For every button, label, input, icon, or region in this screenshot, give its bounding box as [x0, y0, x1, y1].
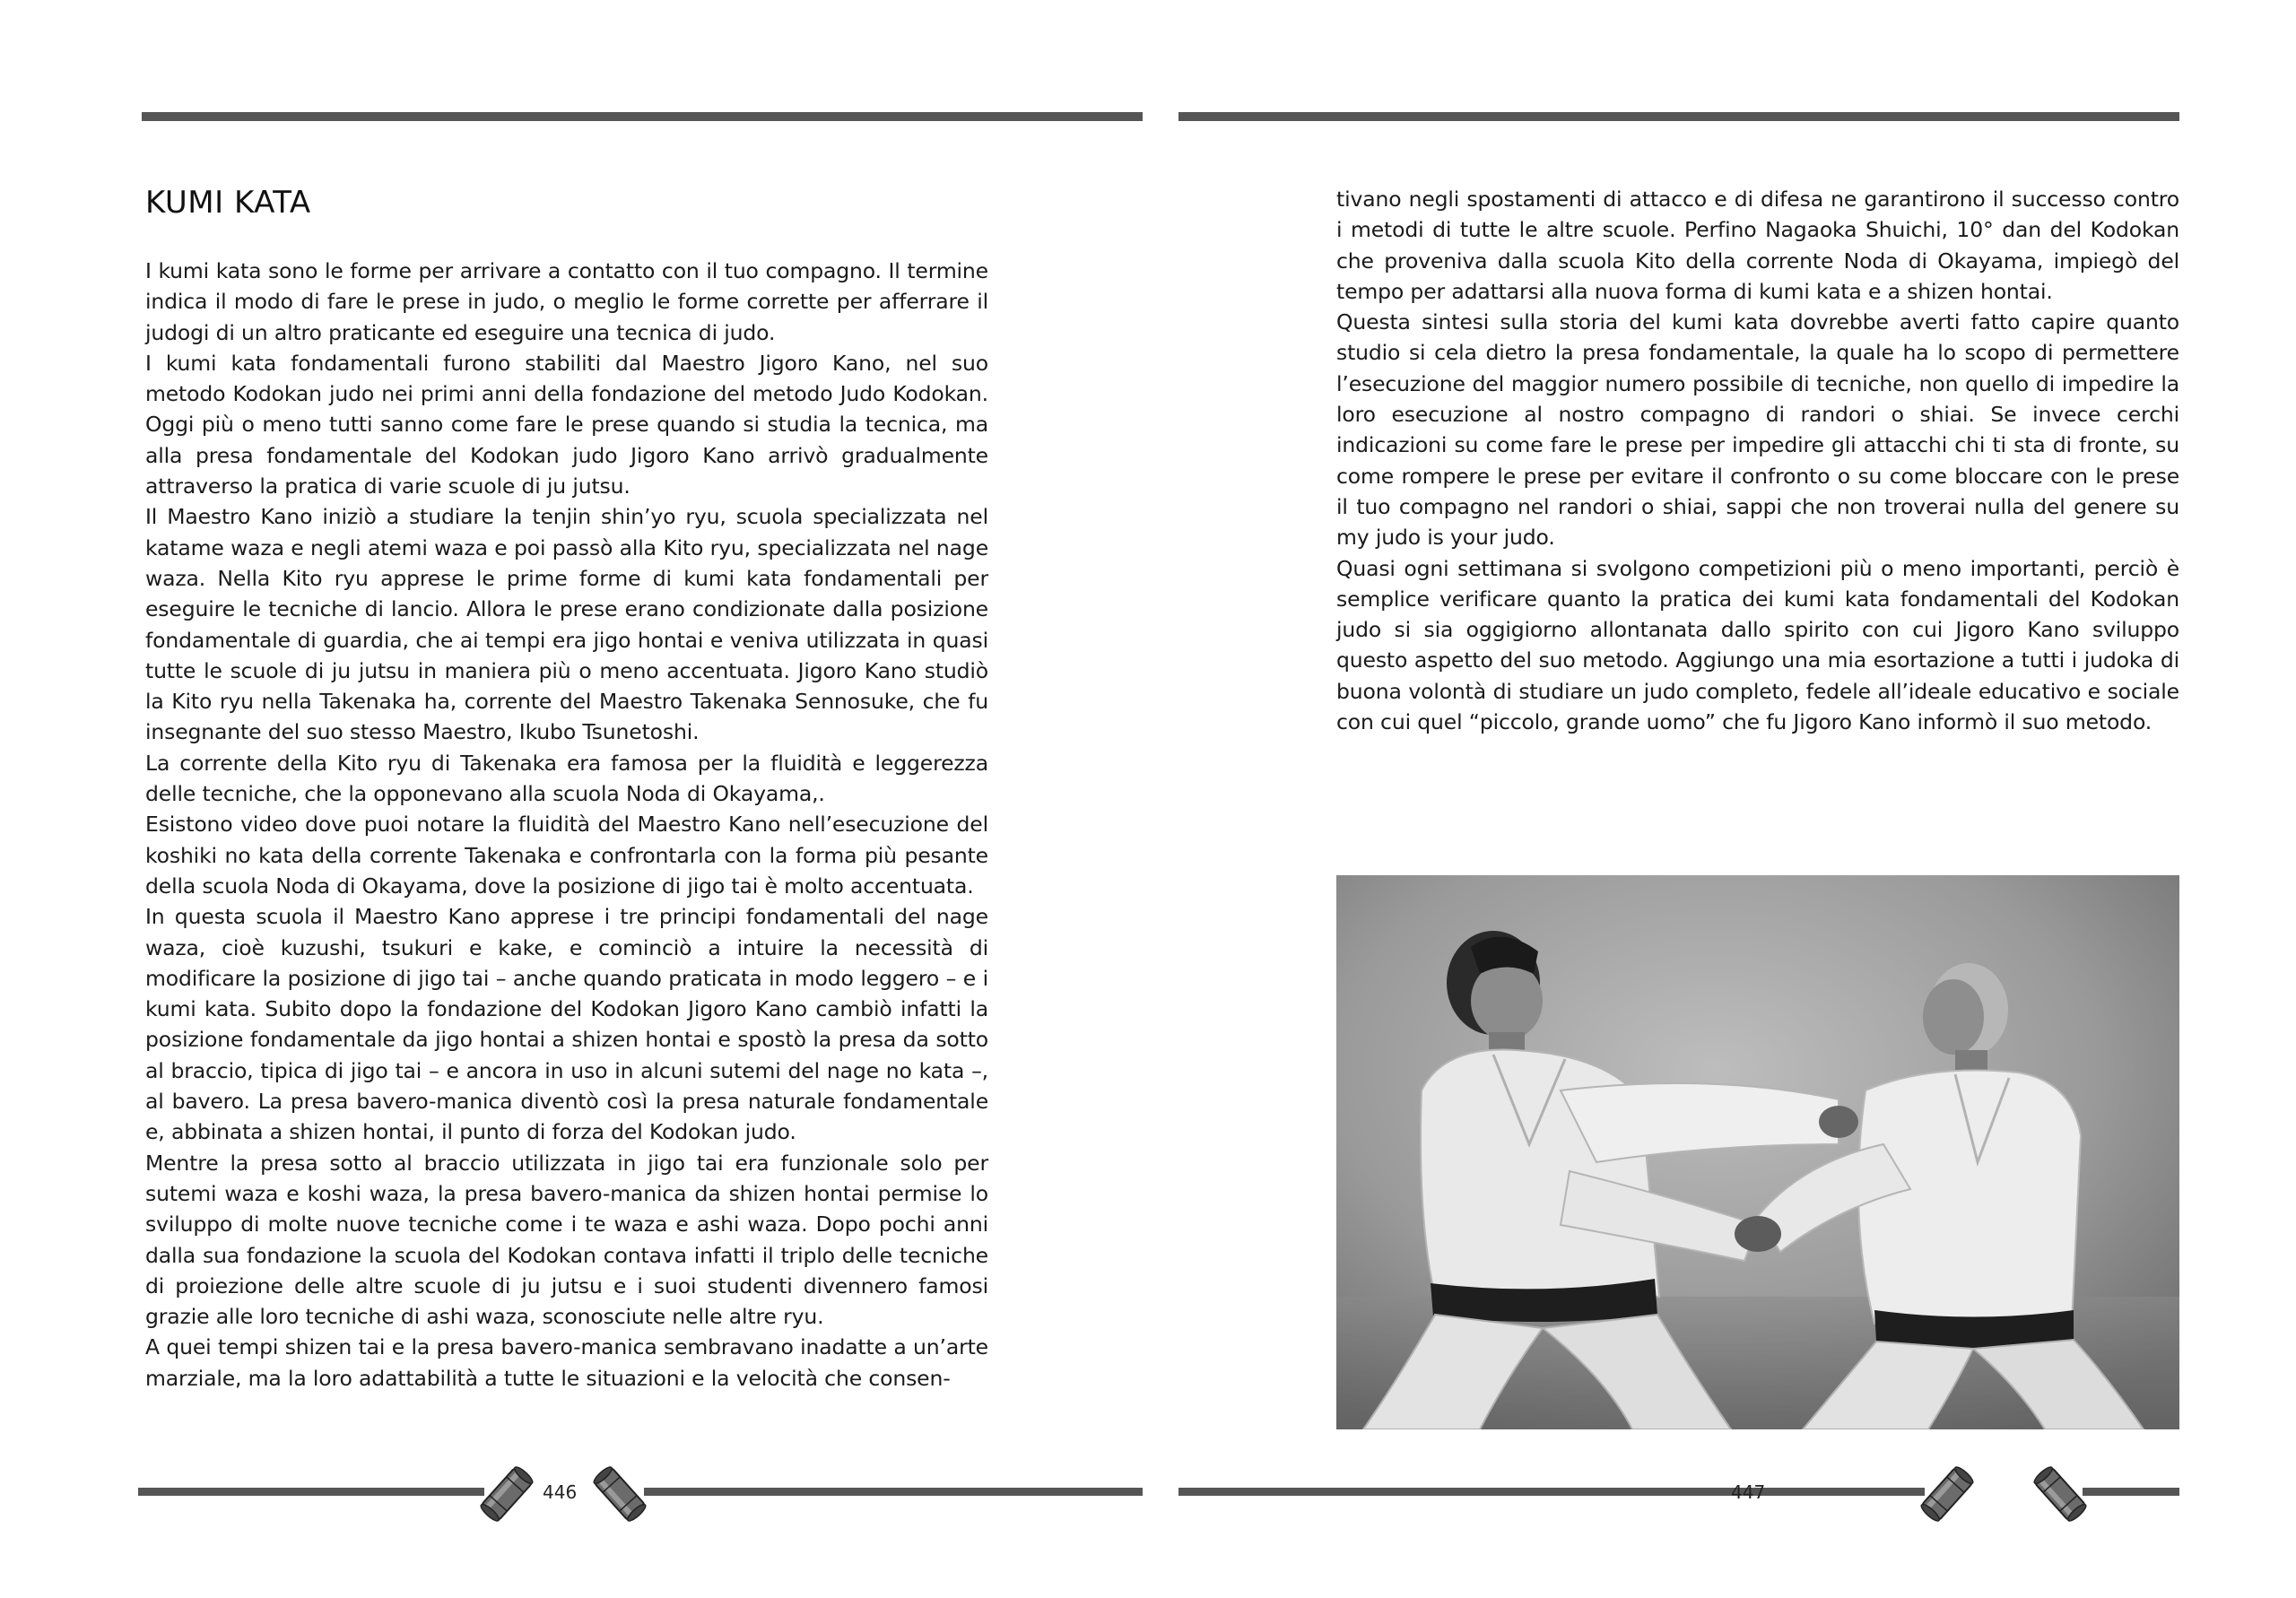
- rolled-scroll-icon: [475, 1463, 538, 1524]
- footer-rule: [138, 1488, 484, 1496]
- page-number: 447: [1731, 1481, 1766, 1503]
- judo-photo: [1336, 875, 2179, 1429]
- right-page: [1148, 0, 2296, 1598]
- paragraph: Questa sintesi sulla storia del kumi kata dovrebbe averti fatto capire quanto studio si cela dietro la presa fondamentale, la quale ha lo scopo di permettere l’esecuzione del maggior numero possibile di tecniche, non quello di impedire la loro esecuzione al nostro compagno di randori o shiai. Se invece cerchi indicazioni su come fare le prese per impedire gli attacchi chi ti sta di fronte, su come rompere le prese per evitare il confronto o su come bloccare con le prese il tuo compagno nel randori o shiai, sappi che non troverai nulla del genere su my judo is your judo.: [1336, 309, 2179, 551]
- paragraph: In questa scuola il Maestro Kano apprese i tre principi fondamentali del nage waza, cioè kuzushi, tsukuri e kake, e cominciò a intuire la necessità di modificare la posizione di jigo tai – anche quando praticata in modo leggero – e i kumi kata. Subito dopo la fondazione del Kodokan Jigoro Kano cambiò infatti la posizione fondamentale da jigo hontai a shizen hontai e spostò la presa da sotto al braccio, tipica di jigo tai – e ancora in uso in alcuni sutemi del nage no kata –, al bavero. La presa bavero-manica diventò così la presa naturale fondamentale e, abbinata a shizen hontai, il punto di forza del Kodokan judo.: [145, 904, 988, 1145]
- paragraph: A quei tempi shizen tai e la presa bavero-manica sembravano inadatte a un’arte marziale, ma la loro adattabilità a tutte le situazioni e la velocità che consen-: [145, 1334, 988, 1391]
- rolled-scroll-icon: [588, 1463, 651, 1524]
- page-number: 446: [543, 1481, 578, 1503]
- chapter-title: KUMI KATA: [145, 185, 311, 221]
- paragraph: Mentre la presa sotto al braccio utilizzata in jigo tai era funzionale solo per sutemi waza e koshi waza, la presa bavero-manica da shizen hontai permise lo sviluppo di molte nuove tecniche come i te waza e ashi waza. Dopo pochi anni dalla sua fondazione la scuola del Kodokan contava infatti il triplo delle tecniche di proiezione delle altre scuole di ju jutsu e i suoi studenti divennero famosi grazie alle loro tecniche di ashi waza, sconosciute nelle altre ryu.: [145, 1150, 988, 1330]
- paragraph: La corrente della Kito ryu di Takenaka era famosa per la fluidità e leggerezza delle tecniche, che la opponevano alla scuola Noda di Okayama,.: [145, 750, 988, 807]
- footer-rule: [644, 1488, 1143, 1496]
- footer-rule: [2083, 1488, 2179, 1496]
- rolled-scroll-icon: [2029, 1463, 2092, 1524]
- paragraph: Esistono video dove puoi notare la fluidità del Maestro Kano nell’esecuzione del koshiki no kata della corrente Takenaka e confrontarla con la forma più pesante della scuola Noda di Okayama, dove la posizione di jigo tai è molto accentuata.: [145, 812, 988, 899]
- paragraph: I kumi kata sono le forme per arrivare a contatto con il tuo compagno. Il termine indica il modo di fare le prese in judo, o meglio le forme corrette per afferrare il judogi di un altro praticante ed eseguire una tecnica di judo.: [145, 258, 988, 345]
- top-rule: [1178, 112, 2179, 121]
- footer-rule: [1178, 1488, 1925, 1496]
- paragraph: I kumi kata fondamentali furono stabiliti dal Maestro Jigoro Kano, nel suo metodo Kodokan judo nei primi anni della fondazione del metodo Judo Kodokan. Oggi più o meno tutti sanno come fare le prese quando si studia la tecnica, ma alla presa fondamentale del Kodokan judo Jigoro Kano arrivò gradualmente attraverso la pratica di varie scuole di ju jutsu.: [145, 350, 988, 499]
- paragraph: Quasi ogni settimana si svolgono competizioni più o meno importanti, perciò è semplice verificare quanto la pratica dei kumi kata fondamentali del Kodokan judo si sia oggigiorno allontanata dallo spirito con cui Jigoro Kano sviluppo questo aspetto del suo metodo. Aggiungo una mia esortazione a tutti i judoka di buona volontà di studiare un judo completo, fedele all’ideale educativo e sociale con cui quel “piccolo, grande uomo” che fu Jigoro Kano informò il suo metodo.: [1336, 555, 2179, 735]
- paragraph: tivano negli spostamenti di attacco e di difesa ne garantirono il successo contro i metodi di tutte le altre scuole. Perfino Nagaoka Shuichi, 10° dan del Kodokan che proveniva dalla scuola Kito della corrente Noda di Okayama, impiegò del tempo per adattarsi alla nuova forma di kumi kata e a shizen hontai.: [1336, 187, 2179, 304]
- top-rule: [142, 112, 1143, 121]
- body-text: [145, 256, 988, 1394]
- paragraph: Il Maestro Kano iniziò a studiare la tenjin shin’yo ryu, scuola specializzata nel katame waza e negli atemi waza e poi passò alla Kito ryu, specializzata nel nage waza. Nella Kito ryu apprese le prime forme di kumi kata fondamentali per eseguire le tecniche di lancio. Allora le prese erano condizionate dalla posizione fondamentale di guardia, che ai tempi era jigo hontai e veniva utilizzata in quasi tutte le scuole di ju jutsu in maniera più o meno accentuata. Jigoro Kano studiò la Kito ryu nella Takenaka ha, corrente del Maestro Takenaka Sennosuke, che fu insegnante del suo stesso Maestro, Ikubo Tsunetoshi.: [145, 504, 988, 745]
- body-text: [1336, 184, 2179, 737]
- rolled-scroll-icon: [1916, 1463, 1979, 1524]
